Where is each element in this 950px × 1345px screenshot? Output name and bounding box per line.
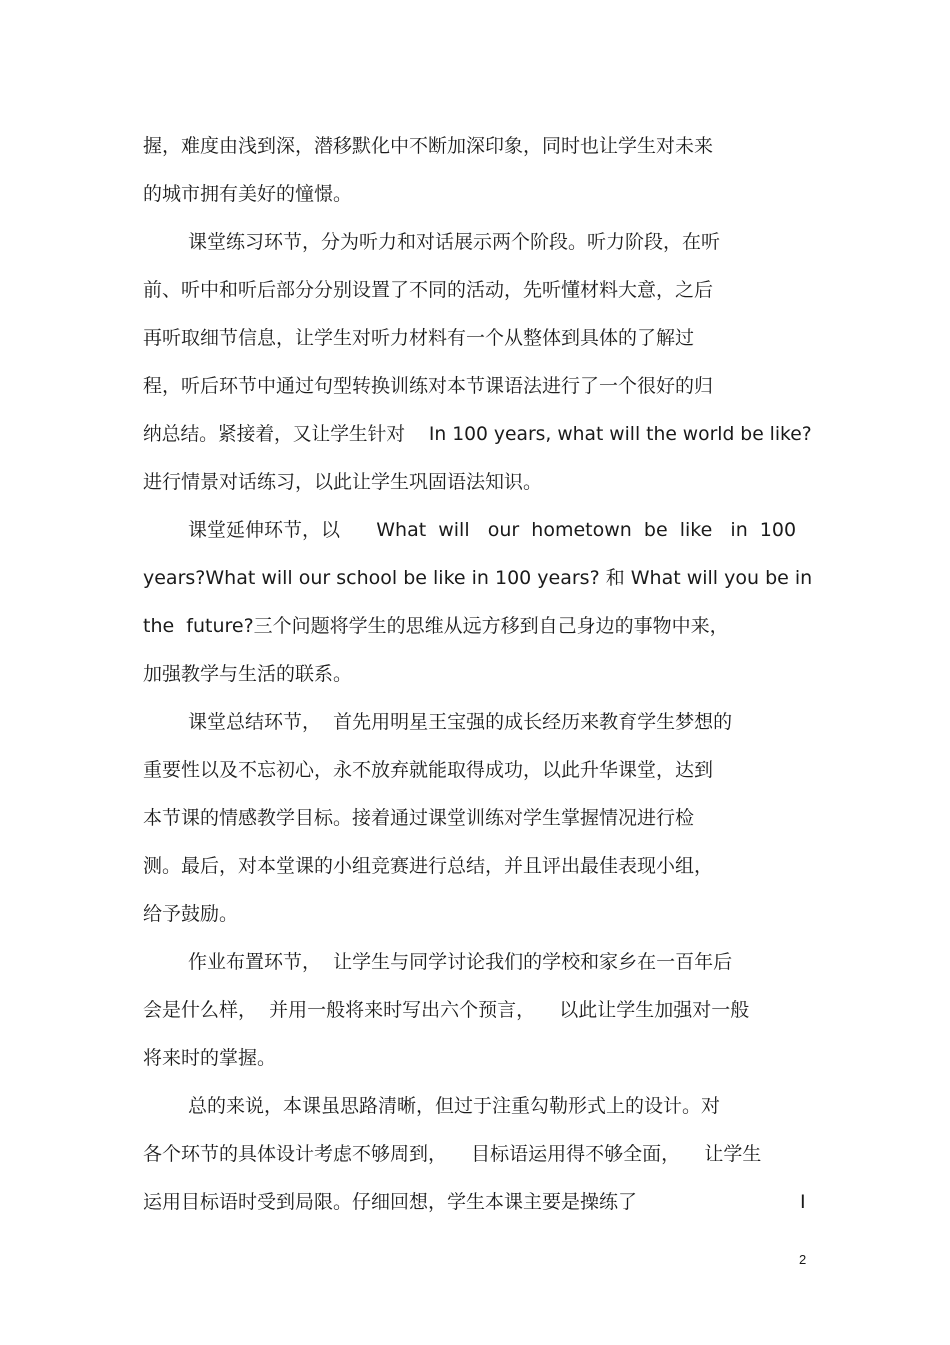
text-line: 进行情景对话练习，以此让学生巩固语法知识。 <box>143 471 543 493</box>
text-line: 运用目标语时受到局限。仔细回想，学生本课主要是操练了 <box>143 1191 638 1213</box>
text-line: 重要性以及不忘初心，永不放弃就能取得成功，以此升华课堂，达到 <box>143 759 714 781</box>
text-line: 将来时的掌握。 <box>143 1047 277 1069</box>
text-line: 课堂延伸环节，以 What will our hometown be like in 100 <box>188 519 797 541</box>
text-line: 的城市拥有美好的憧憬。 <box>143 183 353 205</box>
text-line: 给予鼓励。 <box>143 903 239 925</box>
text-line: 本节课的情感教学目标。接着通过课堂训练对学生掌握情况进行检 <box>143 807 695 829</box>
text-line: 作业布置环节， 让学生与同学讨论我们的学校和家乡在一百年后 <box>188 951 733 973</box>
text-line: I <box>800 1191 806 1213</box>
text-line: 测。最后，对本堂课的小组竞赛进行总结，并且评出最佳表现小组， <box>143 855 714 877</box>
text-line: 各个环节的具体设计考虑不够周到， 目标语运用得不够全面， 让学生 <box>143 1143 762 1165</box>
text-line: 再听取细节信息，让学生对听力材料有一个从整体到具体的了解过 <box>143 327 695 349</box>
text-line: 课堂练习环节，分为听力和对话展示两个阶段。听力阶段，在听 <box>188 231 721 253</box>
text-line: 总的来说，本课虽思路清晰，但过于注重勾勒形式上的设计。对 <box>188 1095 721 1117</box>
text-line: years?What will our school be like in 100 years? 和 What will you be in <box>143 567 813 589</box>
text-line: 纳总结。紧接着，又让学生针对 In 100 years, what will the world be like? <box>143 423 812 445</box>
text-line: 程，听后环节中通过句型转换训练对本节课语法进行了一个很好的归 <box>143 375 714 397</box>
text-line: 握，难度由浅到深，潜移默化中不断加深印象，同时也让学生对未来 <box>143 135 714 157</box>
text-line: 课堂总结环节， 首先用明星王宝强的成长经历来教育学生梦想的 <box>188 711 733 733</box>
text-line: 加强教学与生活的联系。 <box>143 663 353 685</box>
text-line: the future?三个问题将学生的思维从远方移到自己身边的事物中来， <box>143 615 729 637</box>
text-line: 会是什么样， 并用一般将来时写出六个预言， 以此让学生加强对一般 <box>143 999 750 1021</box>
text-line: 前、听中和听后部分分别设置了不同的活动，先听懂材料大意，之后 <box>143 279 714 301</box>
page-number: 2 <box>799 1252 807 1267</box>
